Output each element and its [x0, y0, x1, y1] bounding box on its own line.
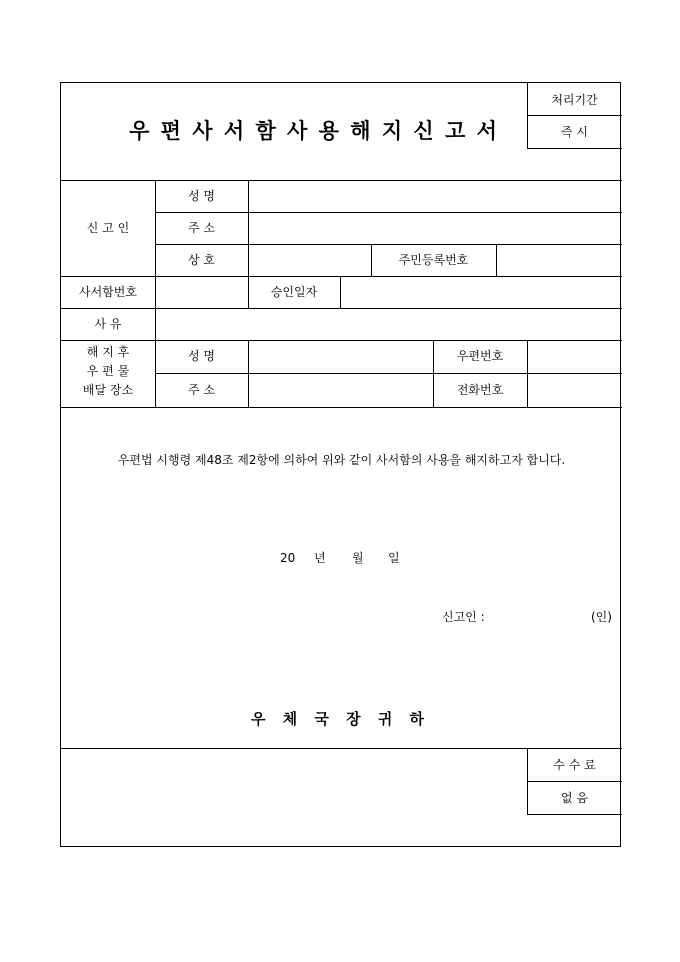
date-month-unit: 월	[352, 551, 364, 565]
processing-row-divider	[527, 115, 622, 116]
processing-period-label: 처리기간	[551, 93, 598, 107]
statement-text: 우편법 시행령 제48조 제2항에 의하여 위와 같이 사서함의 사용을 해지하고자 합니다.	[117, 453, 566, 467]
delivery-phone-label: 전화번호	[456, 383, 504, 397]
date-day-unit: 일	[388, 551, 400, 565]
resident-number-field[interactable]	[497, 245, 622, 276]
processing-box-bottom	[527, 148, 622, 149]
reporter-name-field[interactable]	[249, 181, 622, 212]
resident-number-label: 주민등록번호	[398, 253, 469, 267]
form-title: 우 편 사 서 함 사 용 해 지 신 고 서	[129, 118, 499, 143]
reporter-address-field[interactable]	[249, 213, 622, 244]
fee-box-bottom	[527, 814, 622, 815]
reporter-label: 신 고 인	[86, 221, 130, 235]
delivery-phone-field[interactable]	[528, 374, 622, 407]
reason-field[interactable]	[156, 309, 622, 340]
delivery-address-field[interactable]	[249, 374, 433, 407]
reporter-business-field[interactable]	[249, 245, 371, 276]
pobox-number-field[interactable]	[156, 277, 248, 308]
delivery-postal-label: 우편번호	[456, 349, 504, 363]
reporter-name-label: 성 명	[188, 189, 215, 203]
date-year: 20	[280, 551, 296, 565]
fee-section-top	[61, 748, 622, 749]
signature-label: 신고인 :	[442, 610, 485, 624]
reason-label: 사 유	[94, 317, 122, 331]
processing-period-value: 즉 시	[561, 125, 588, 139]
delivery-label-line2: 우 편 물	[86, 364, 130, 378]
delivery-label-line1: 해 지 후	[86, 345, 130, 359]
approval-date-field[interactable]	[341, 277, 622, 308]
fee-value: 없 음	[561, 791, 588, 805]
date-year-unit: 년	[314, 551, 326, 565]
fee-label: 수 수 료	[553, 758, 596, 772]
seal-mark: (인)	[591, 610, 612, 624]
signature-field[interactable]	[501, 605, 589, 627]
delivery-address-label: 주 소	[188, 383, 215, 397]
addressee: 우 체 국 장 귀 하	[250, 710, 431, 728]
delivery-name-label: 성 명	[188, 349, 215, 363]
pobox-number-label: 사서함번호	[79, 285, 137, 299]
delivery-label-line3: 배달 장소	[82, 383, 134, 397]
approval-date-label: 승인일자	[270, 285, 318, 299]
reporter-address-label: 주 소	[188, 221, 215, 235]
report-form	[60, 82, 621, 847]
delivery-name-field[interactable]	[249, 341, 433, 373]
delivery-postal-field[interactable]	[528, 341, 622, 373]
reporter-business-label: 상 호	[188, 253, 215, 267]
